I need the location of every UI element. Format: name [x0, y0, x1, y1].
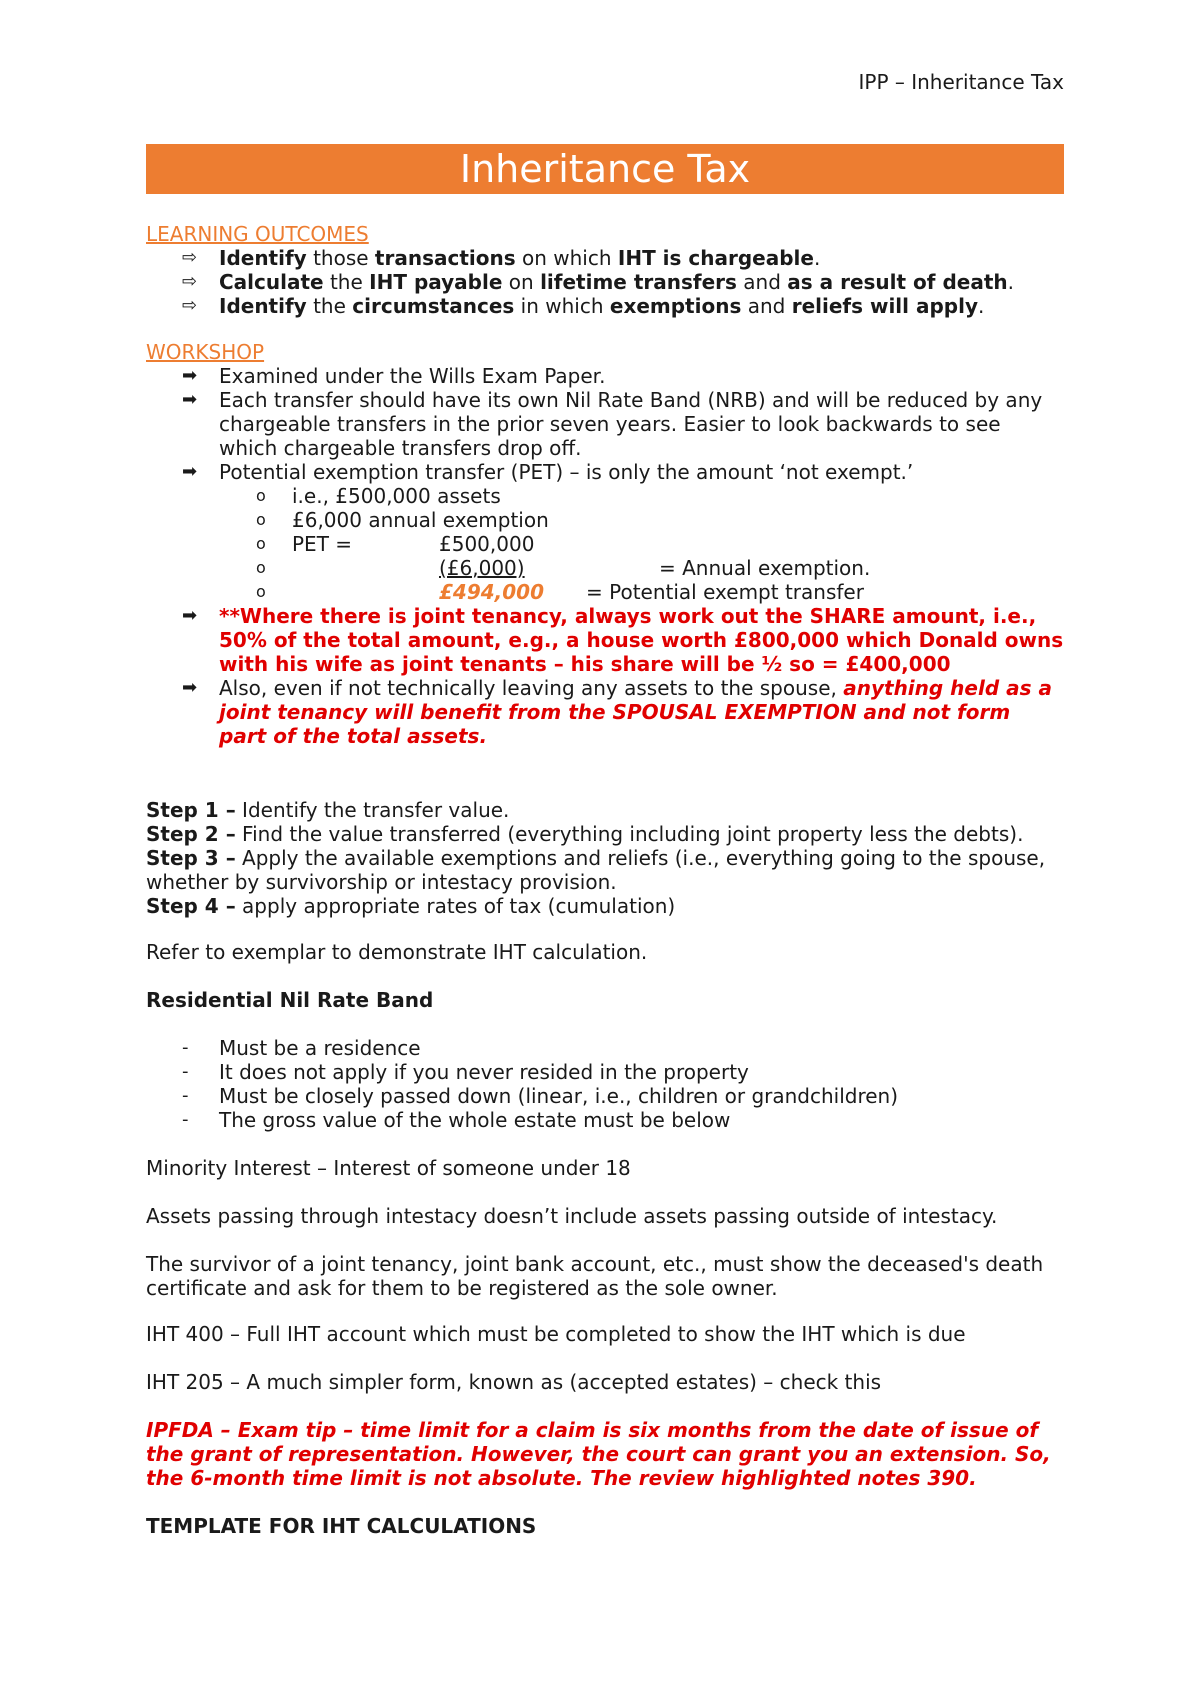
- workshop-item: ➡ **Where there is joint tenancy, always work out the SHARE amount, i.e., 50% of the total amount, e.g., a house worth £800,000 which Donald owns with his wife as joint tenants – his share will be ½ so = £400,000: [182, 604, 1064, 676]
- circle-bullet-icon: o: [256, 558, 266, 577]
- title-banner: Inheritance Tax: [146, 144, 1064, 194]
- solid-arrow-icon: ➡: [182, 365, 198, 386]
- outline-arrow-icon: ⇨: [182, 247, 198, 268]
- list-item: - It does not apply if you never resided in the property: [182, 1060, 749, 1084]
- minority-paragraph: Minority Interest – Interest of someone under 18: [146, 1156, 631, 1180]
- outcome-item: ⇨ Identify those transactions on which IHT is chargeable.: [182, 246, 821, 270]
- step-line: Step 3 – Apply the available exemptions and reliefs (i.e., everything going to the spouse, whether by survivorship or intestacy provision.: [146, 846, 1046, 894]
- step-line: Step 2 – Find the value transferred (everything including joint property less the debts).: [146, 822, 1024, 846]
- outcome-item: ⇨ Calculate the IHT payable on lifetime transfers and as a result of death.: [182, 270, 1014, 294]
- workshop-item: ➡ Also, even if not technically leaving any assets to the spouse, anything held as a joint tenancy will benefit from the SPOUSAL EXEMPTION and not form part of the total assets.: [182, 676, 1052, 748]
- learning-outcomes-heading: LEARNING OUTCOMES: [146, 222, 369, 246]
- solid-arrow-icon: ➡: [182, 389, 198, 410]
- workshop-subitem: o PET = £500,000: [256, 532, 535, 556]
- workshop-item: ➡ Examined under the Wills Exam Paper.: [182, 364, 606, 388]
- running-header: IPP – Inheritance Tax: [858, 70, 1064, 94]
- rnrb-list: [146, 1036, 1064, 1132]
- solid-arrow-icon: ➡: [182, 677, 198, 698]
- circle-bullet-icon: o: [256, 486, 266, 505]
- exam-tip-paragraph: IPFDA – Exam tip – time limit for a claim is six months from the date of issue of the grant of representation. However, the court can grant you an extension. So, the 6-month time limit is not absolute. The review highlighted notes 390.: [146, 1418, 1051, 1490]
- circle-bullet-icon: o: [256, 510, 266, 529]
- dash-bullet: -: [182, 1085, 189, 1106]
- workshop-item: ➡ Each transfer should have its own Nil Rate Band (NRB) and will be reduced by any chargeable transfers in the prior seven years. Easier to look backwards to see which chargeable transfers drop off.: [182, 388, 1043, 460]
- assets-paragraph: Assets passing through intestacy doesn’t include assets passing outside of intestacy.: [146, 1204, 998, 1228]
- dash-bullet: -: [182, 1037, 189, 1058]
- solid-arrow-icon: ➡: [182, 461, 198, 482]
- learning-outcomes-section: [146, 222, 1064, 318]
- list-item: - Must be closely passed down (linear, i.e., children or grandchildren): [182, 1084, 899, 1108]
- iht205-paragraph: IHT 205 – A much simpler form, known as (accepted estates) – check this: [146, 1370, 882, 1394]
- solid-arrow-icon: ➡: [182, 605, 198, 626]
- survivor-paragraph: The survivor of a joint tenancy, joint bank account, etc., must show the deceased's death certificate and ask for them to be registered as the sole owner.: [146, 1252, 1044, 1300]
- template-heading: TEMPLATE FOR IHT CALCULATIONS: [146, 1514, 537, 1538]
- workshop-item: ➡ Potential exemption transfer (PET) – is only the amount ‘not exempt.’: [182, 460, 914, 484]
- steps-block: [146, 798, 1064, 918]
- step-line: Step 4 – apply appropriate rates of tax (cumulation): [146, 894, 676, 918]
- rnrb-heading: Residential Nil Rate Band: [146, 988, 434, 1012]
- list-item: - The gross value of the whole estate must be below: [182, 1108, 731, 1132]
- list-item: - Must be a residence: [182, 1036, 421, 1060]
- circle-bullet-icon: o: [256, 582, 266, 601]
- dash-bullet: -: [182, 1109, 189, 1130]
- workshop-section: [146, 340, 1064, 748]
- workshop-subitem: o (£6,000) = Annual exemption.: [256, 556, 871, 580]
- workshop-subitem: o £6,000 annual exemption: [256, 508, 549, 532]
- step-line: Step 1 – Identify the transfer value.: [146, 798, 510, 822]
- circle-bullet-icon: o: [256, 534, 266, 553]
- outline-arrow-icon: ⇨: [182, 295, 198, 316]
- iht400-paragraph: IHT 400 – Full IHT account which must be completed to show the IHT which is due: [146, 1322, 966, 1346]
- workshop-heading: WORKSHOP: [146, 340, 265, 364]
- outline-arrow-icon: ⇨: [182, 271, 198, 292]
- workshop-subitem: o i.e., £500,000 assets: [256, 484, 501, 508]
- outcome-item: ⇨ Identify the circumstances in which exemptions and reliefs will apply.: [182, 294, 985, 318]
- workshop-subitem: o £494,000 = Potential exempt transfer: [256, 580, 864, 604]
- exemplar-paragraph: Refer to exemplar to demonstrate IHT calculation.: [146, 940, 648, 964]
- dash-bullet: -: [182, 1061, 189, 1082]
